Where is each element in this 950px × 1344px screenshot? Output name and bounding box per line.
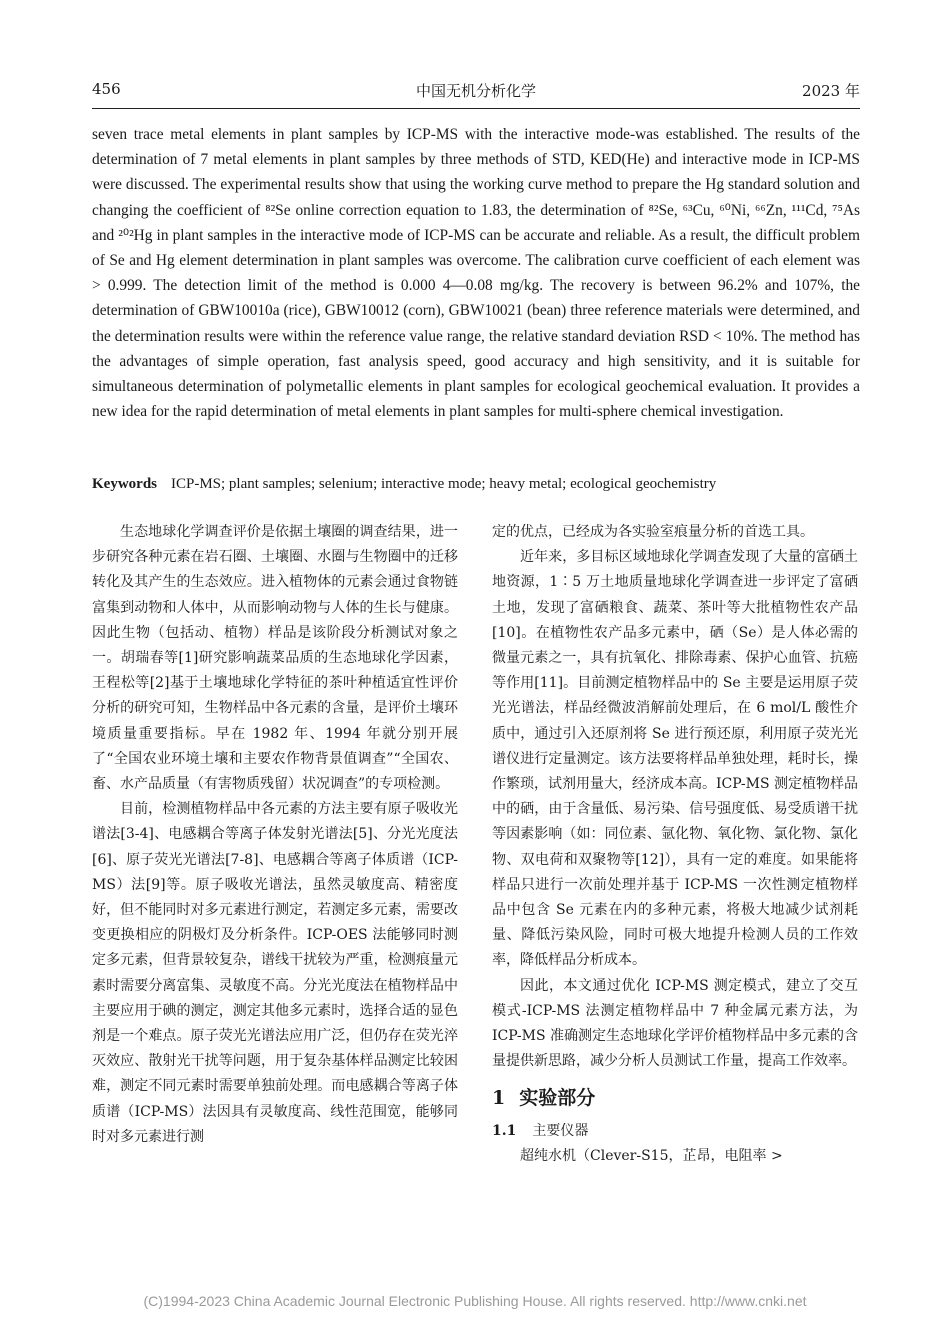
body-paragraph: 超纯水机（Clever-S15，芷昂，电阻率 > bbox=[520, 1148, 783, 1165]
keywords-label: Keywords bbox=[92, 476, 157, 492]
page-number: 456 bbox=[92, 80, 121, 98]
publication-year: 2023 年 bbox=[802, 82, 860, 100]
keywords-text: ICP-MS; plant samples; selenium; interactive mode; heavy metal; ecological geochemistry bbox=[171, 476, 717, 492]
subsection-heading bbox=[492, 1118, 858, 1144]
body-paragraph: 因此，本文通过优化 ICP-MS 测定模式，建立了交互模式-ICP-MS 法测定植物样品中 7 种金属元素方法，为 ICP-MS 准确测定生态地球化学评价植物样品中多元素的含量提供新思路，减少分析人员测试工作量，提高工作效率。 bbox=[492, 977, 859, 1070]
section-number: 1 bbox=[492, 1087, 506, 1110]
page-header bbox=[92, 80, 860, 106]
body-paragraph-continuation: 定的优点，已经成为各实验室痕量分析的首选工具。 bbox=[492, 524, 814, 540]
copyright-footer: (C)1994-2023 China Academic Journal Electronic Publishing House. All rights reserved. http://www.cnki.net bbox=[143, 1293, 807, 1309]
subsection-title: 主要仪器 bbox=[532, 1123, 589, 1140]
section-heading bbox=[492, 1082, 858, 1114]
body-paragraph: 生态地球化学调查评价是依据土壤圈的调查结果，进一步研究各种元素在岩石圈、土壤圈、水圈与生物圈中的迁移转化及其产生的生态效应。进入植物体的元素会通过食物链富集到动物和人体中，从而影响动物与人体的生长与健康。因此生物（包括动、植物）样品是该阶段分析测试对象之一。胡瑞春等[1]研究影响蔬菜品质的生态地球化学因素，王程松等[2]基于土壤地球化学特征的茶叶种植适宜性评价分析的研究可知，生物样品中各元素的含量，是评价土壤环境质量重要指标。早在 1982 年、1994 年就分别开展了“全国农业环境土壤和主要农作物背景值调查”“全国农、畜、水产品质量（有害物质残留）状况调查”的专项检测。 bbox=[92, 524, 458, 793]
body-paragraph: 近年来，多目标区域地球化学调查发现了大量的富硒土地资源，1∶5 万土地质量地球化学调查进一步评定了富硒土地，发现了富硒粮食、蔬菜、茶叶等大批植物性农产品[10]。在植物性农产品多元素中，硒（Se）是人体必需的微量元素之一，具有抗氧化、排除毒素、保护心血管、抗癌等作用[11]。目前测定植物样品中的 Se 主要是运用原子荧光光谱法，样品经微波消解前处理后，在 6 mol/L 酸性介质中，通过引入还原剂将 Se 进行预还原，利用原子荧光光谱仪进行定量测定。该方法要将样品单独处理，耗时长，操作繁琐，试剂用量大，经济成本高。ICP-MS 测定植物样品中的硒，由于含量低、易污染、信号强度低、易受质谱干扰等因素影响（如：同位素、氩化物、氧化物、氯化物、氯化物、双电荷和双聚物等[12]），具有一定的难度。如果能将样品只进行一次前处理并基于 ICP-MS 一次性测定植物样品中包含 Se 元素在内的多种元素，将极大地减少试剂耗量、降低污染风险，同时可极大地提升检测人员的工作效率，降低样品分析成本。 bbox=[492, 549, 859, 969]
subsection-number: 1.1 bbox=[492, 1123, 517, 1140]
header-rule bbox=[92, 108, 860, 109]
right-column bbox=[492, 520, 858, 1170]
abstract-text: seven trace metal elements in plant samples by ICP-MS with the interactive mode-was established. The results of the determination of 7 metal elements in plant samples by three methods of STD, KED(He) and interactive mode in ICP-MS were discussed. The experimental results show that using the working curve method to prepare the Hg standard solution and changing the coefficient of ⁸²Se online correction equation to 1.83, the determination of ⁸²Se, ⁶³Cu, ⁶⁰Ni, ⁶⁶Zn, ¹¹¹Cd, ⁷⁵As and ²⁰²Hg in plant samples in the interactive mode of ICP-MS can be accurate and reliable. As a result, the difficult problem of Se and Hg element determination in plant samples was overcome. The calibration curve coefficient of each element was > 0.999. The detection limit of the method is 0.000 4—0.08 mg/kg. The recovery is between 96.2% and 107%, the determination of GBW10010a (rice), GBW10012 (corn), GBW10021 (bean) three reference materials were determined, and the determination results were within the reference value range, the relative standard deviation RSD < 10%. The method has the advantages of simple operation, fast analysis speed, good accuracy and high sensitivity, and it is suitable for simultaneous determination of polymetallic elements in plant samples for ecological geochemical evaluation. It provides a new idea for the rapid determination of metal elements in plant samples for multi-sphere chemical investigation. bbox=[92, 126, 860, 421]
keywords-line bbox=[92, 472, 860, 496]
left-column bbox=[92, 520, 458, 1150]
body-paragraph: 目前，检测植物样品中各元素的方法主要有原子吸收光谱法[3-4]、电感耦合等离子体发射光谱法[5]、分光光度法[6]、原子荧光光谱法[7-8]、电感耦合等离子体质谱（ICP-MS）法[9]等。原子吸收光谱法，虽然灵敏度高、精密度好，但不能同时对多元素进行测定，若测定多元素，需要改变更换相应的阴极灯及分析条件。ICP-OES 法能够同时测定多元素，但背景较复杂，谱线干扰较为严重，检测痕量元素时需要分离富集、灵敏度不高。分光光度法在植物样品中主要应用于碘的测定，测定其他多元素时，选择合适的显色剂是一个难点。原子荧光光谱法应用广泛，但仍存在荧光淬灭效应、散射光干扰等问题，用于复杂基体样品测定比较困难，测定不同元素时需要单独前处理。而电感耦合等离子体质谱（ICP-MS）法因具有灵敏度高、线性范围宽，能够同时对多元素进行测 bbox=[92, 801, 458, 1145]
journal-title: 中国无机分析化学 bbox=[415, 82, 536, 100]
section-title: 实验部分 bbox=[519, 1087, 596, 1110]
